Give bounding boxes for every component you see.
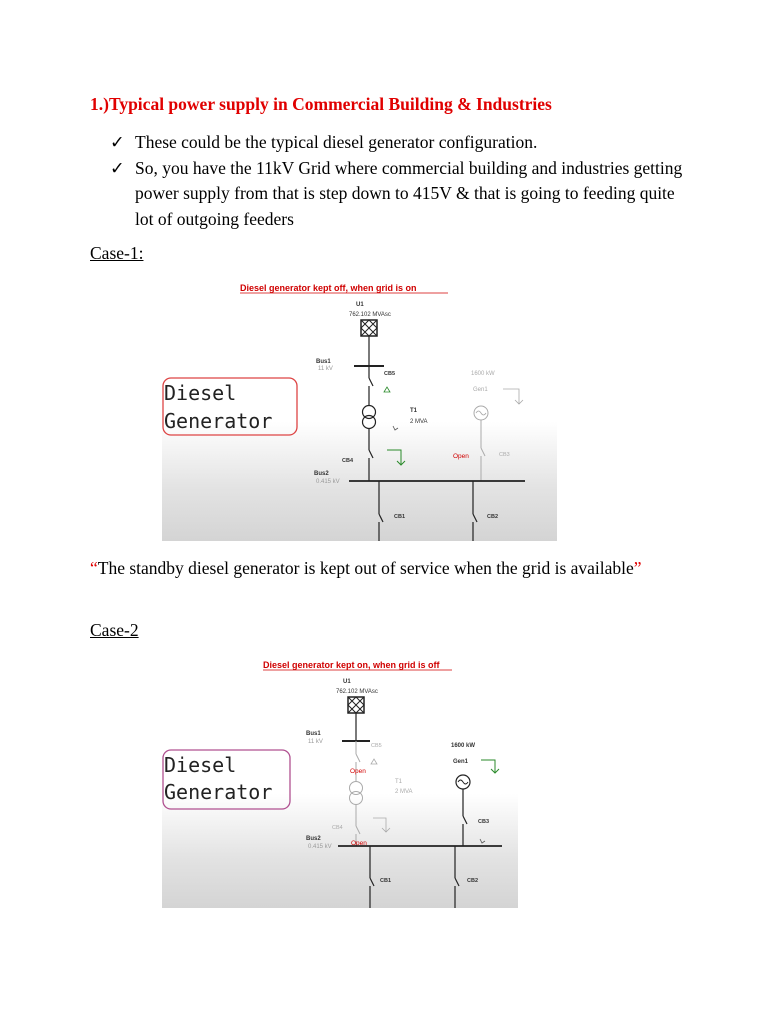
bus2-kv: 0.415 kV [308,844,332,850]
generator-icon [456,775,470,789]
callout-line-2: Generator [164,780,273,804]
gen-label: Gen1 [473,387,488,393]
transformer-icon [363,406,376,429]
cb1-label: CB1 [394,514,406,520]
gen-label: Gen1 [453,759,469,765]
cb4-label: CB4 [332,825,343,831]
cb4-label: CB4 [342,458,354,464]
checkmark-icon: ✓ [110,132,125,152]
callout-line-1: Diesel [164,753,237,777]
callout-line-2: Generator [164,409,273,433]
cursor-icon [480,839,485,843]
cb2-label: CB2 [467,878,479,884]
t1-rating: 2 MVA [410,419,428,425]
gen-arrow-icon [503,389,523,404]
bus1-kv: 11 kV [318,366,333,372]
quote-paragraph [90,555,680,581]
arrow-down-icon [373,818,390,832]
callout-line-1: Diesel [164,381,237,405]
open-top-label: Open [350,768,366,775]
bullet-text: So, you have the 11kV Grid where commercial building and industries getting power supply from that is step down to 415V & that is going to feeding quite lot of outgoing feeders [135,157,683,229]
cb1-label: CB1 [380,878,392,884]
bullet-list [110,130,690,232]
open-bottom-label: Open [351,840,367,847]
gen-kw-label: 1600 kW [471,371,495,377]
gen-kw-label: 1600 kW [451,743,476,749]
generator-icon [474,406,488,420]
cb3-label: CB3 [499,452,510,458]
triangle-icon [384,387,390,392]
bus1-label: Bus1 [306,731,321,737]
bus2-label: Bus2 [306,836,321,842]
utility-grid-icon [361,320,377,336]
u1-rating: 762.102 MVAsc [336,689,378,695]
bus2-kv: 0.415 kV [316,479,340,485]
section-heading: 1.)Typical power supply in Commercial Building & Industries [90,94,552,114]
u1-label: U1 [343,679,351,685]
bus1-kv: 11 kV [308,739,323,745]
cb2-label: CB2 [487,514,499,520]
open-quote-mark: “ [90,558,98,578]
diagram-case-1 [162,276,557,541]
cb5-label: CB5 [371,743,382,749]
bus1-label: Bus1 [316,359,331,365]
bullet-text: These could be the typical diesel generator configuration. [135,132,538,152]
close-quote-mark: ” [633,558,642,578]
diagram-title: Diesel generator kept off, when grid is on [240,283,417,293]
diagram-title: Diesel generator kept on, when grid is off [263,660,440,670]
case-2-label: Case-2 [90,620,139,640]
utility-grid-icon [348,697,364,713]
t1-label: T1 [395,779,403,785]
diagram-case-2 [162,654,518,908]
quote-text: The standby diesel generator is kept out of service when the grid is available [97,558,634,578]
u1-label: U1 [356,302,364,308]
bullet-item [110,130,690,156]
arrow-down-icon [387,450,405,465]
t1-label: T1 [410,408,418,414]
cb3-label: CB3 [478,819,490,825]
t1-rating: 2 MVA [395,789,413,795]
bullet-item [110,156,690,233]
transformer-icon [350,782,363,805]
bus2-label: Bus2 [314,471,329,477]
open-label: Open [453,453,469,460]
checkmark-icon: ✓ [110,157,125,178]
u1-rating: 762.102 MVAsc [349,312,391,318]
gen-arrow-icon [481,760,499,773]
cb5-label: CB5 [384,371,396,377]
case-1-label: Case-1: [90,243,144,263]
triangle-icon [371,759,377,764]
cursor-icon [393,426,398,430]
